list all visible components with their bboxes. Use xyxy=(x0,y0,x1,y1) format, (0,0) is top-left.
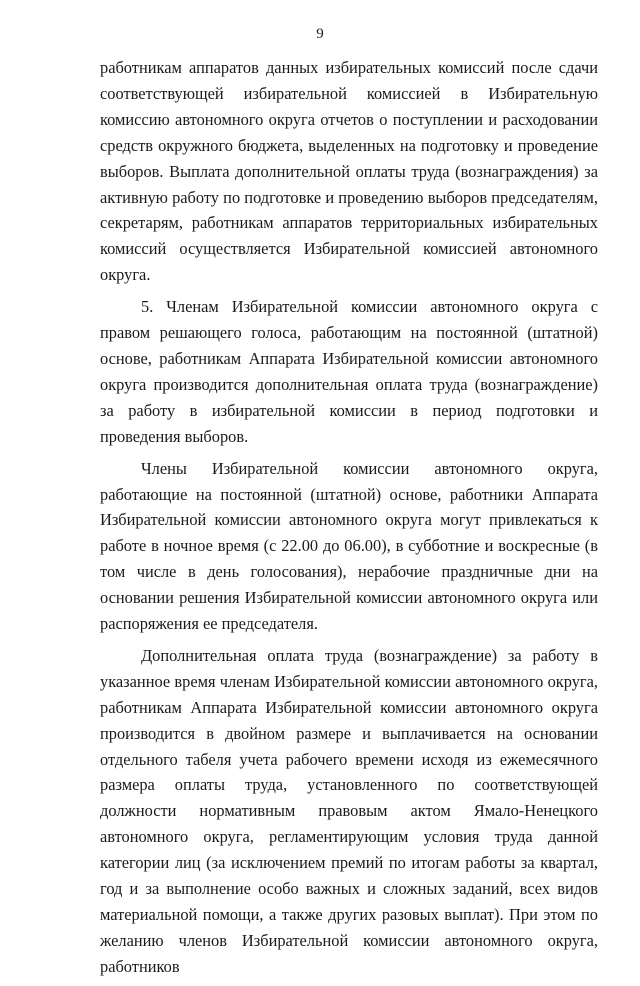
paragraph-continuation: работникам аппаратов данных избирательных комиссий после сдачи соответствующей избирательной комиссией в Избирательную комиссию автономного округа отчетов о поступлении и расходовании средств окружного бюджета, выделенных на подготовку и проведение выборов. Выплата дополнительной оплаты труда (вознаграждения) за активную работу по подготовке и проведению выборов председателям, секретарям, работникам аппаратов территориальных избирательных комиссий осуществляется Избирательной комиссией автономного округа. xyxy=(100,58,598,285)
document-body xyxy=(100,55,598,986)
paragraph-item-5: 5. Членам Избирательной комиссии автономного округа с правом решающего голоса, работающим на постоянной (штатной) основе, работникам Аппарата Избирательной комиссии автономного округа производится дополнительная оплата труда (вознаграждение) за работу в избирательной комиссии в период подготовки и проведения выборов. xyxy=(100,297,598,446)
paragraph-double-pay: Дополнительная оплата труда (вознаграждение) за работу в указанное время членам Избирательной комиссии автономного округа, работникам Аппарата Избирательной комиссии автономного округа производится в двойном размере и выплачивается на основании отдельного табеля учета рабочего времени исходя из ежемесячного размера оплаты труда, установленного по соответствующей должности нормативным правовым актом Ямало-Ненецкого автономного округа, регламентирующим условия труда данной категории лиц (за исключением премий по итогам работы за квартал, год и за выполнение особо важных и сложных заданий, всех видов материальной помощи, а также других разовых выплат). При этом по желанию членов Избирательной комиссии автономного округа, работников xyxy=(100,645,598,976)
paragraph-overtime: Члены Избирательной комиссии автономного округа, работающие на постоянной (штатной) основе, работники Аппарата Избирательной комиссии автономного округа могут привлекаться к работе в ночное время (с 22.00 до 06.00), в субботние и воскресные (в том числе в день голосования), нерабочие праздничные дни на основании решения Избирательной комиссии автономного округа или распоряжения ее председателя. xyxy=(100,458,598,634)
page-number: 9 xyxy=(316,26,324,42)
